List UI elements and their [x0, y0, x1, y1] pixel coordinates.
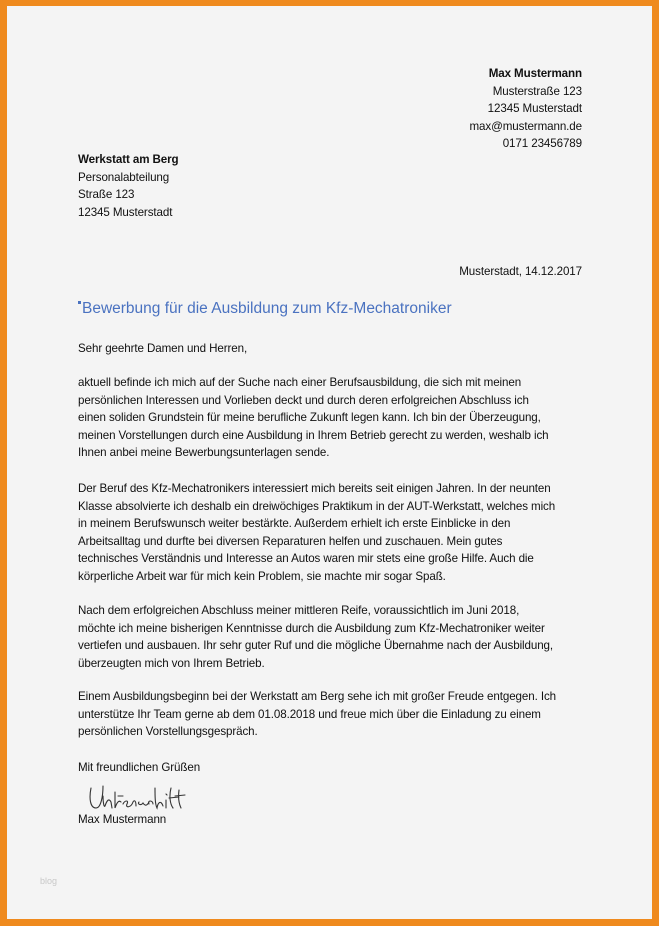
- text-line: körperliche Arbeit war für mich kein Problem, sie machte mir sogar Spaß.: [78, 569, 446, 583]
- sender-street: Musterstraße 123: [492, 84, 582, 98]
- text-line: überzeugten mich von Ihrem Betrieb.: [78, 656, 265, 670]
- sender-name: Max Mustermann: [488, 67, 582, 80]
- recipient-street: Straße 123: [78, 188, 135, 202]
- recipient-department: Personalabteilung: [78, 170, 170, 184]
- text-line: Klasse absolvierte ich deshalb ein dreiwöchiges Praktikum in der AUT-Werkstatt, welches mich: [78, 499, 556, 513]
- text-line: persönlichen Interessen und Vorlieben deckt und durch deren erfolgreichen Abschluss ich: [78, 393, 529, 407]
- date-line: Musterstadt, 14.12.2017: [459, 265, 582, 278]
- closing: Mit freundlichen Grüßen: [78, 761, 201, 774]
- text-line: meinen Vorstellungen durch eine Ausbildung in Ihrem Betrieb gerecht zu werden, weshalb ich: [78, 428, 549, 442]
- paragraph-2: [78, 480, 555, 586]
- text-line: Ihnen anbei meine Bewerbungsunterlagen sende.: [78, 446, 330, 460]
- text-line: Der Beruf des Kfz-Mechatronikers interessiert mich bereits seit einigen Jahren. In der neunten: [78, 482, 551, 495]
- text-line: in meinem Berufswunsch weiter bestärkte. Außerdem erhielt ich erste Einblicke in den: [78, 517, 511, 531]
- text-line: möchte ich meine bisherigen Kenntnisse durch die Ausbildung zum Kfz-Mechatroniker weiter: [78, 621, 545, 635]
- text-line: persönlichen Vorstellungsgespräch.: [78, 725, 258, 739]
- handwritten-signature: [87, 782, 187, 814]
- text-line: vertiefen und ausbauen. Ihr sehr guter Ruf und die mögliche Übernahme nach der Ausbildung,: [78, 639, 554, 653]
- sender-email: max@mustermann.de: [469, 119, 582, 133]
- text-line: unterstütze Ihr Team gerne ab dem 01.08.2018 und freue mich über die Einladung zu einem: [78, 707, 541, 721]
- text-line: Nach dem erfolgreichen Abschluss meiner mittleren Reife, voraussichtlich im Juni 2018,: [78, 604, 520, 617]
- recipient-block: [78, 151, 179, 221]
- watermark: blog: [40, 876, 58, 886]
- sender-phone: 0171 23456789: [502, 137, 582, 151]
- sender-block: [469, 65, 582, 153]
- letter-page: [7, 6, 652, 919]
- text-line: aktuell befinde ich mich auf der Suche nach einer Berufsausbildung, die sich mit meinen: [78, 376, 522, 389]
- greeting: Sehr geehrte Damen und Herren,: [78, 342, 248, 355]
- text-line: Arbeitsalltag und durfte bei diversen Reparaturen helfen und zuschauen. Mein gutes: [78, 534, 503, 548]
- recipient-city: 12345 Musterstadt: [78, 205, 173, 219]
- subject-line: [78, 300, 452, 318]
- subject-text: Bewerbung für die Ausbildung zum Kfz-Mechatroniker: [82, 300, 452, 317]
- recipient-company: Werkstatt am Berg: [78, 153, 179, 166]
- paragraph-3: [78, 602, 553, 672]
- text-line: einen soliden Grundstein für meine berufliche Zukunft legen kann. Ich bin der Überzeugung,: [78, 411, 541, 425]
- signer-name: Max Mustermann: [78, 813, 167, 826]
- paragraph-4: [78, 688, 556, 741]
- text-line: technisches Verständnis und Interesse an Autos waren mir stets eine große Hilfe. Auch die: [78, 552, 534, 566]
- paragraph-1: [78, 374, 549, 462]
- sender-city: 12345 Musterstadt: [487, 102, 582, 116]
- text-line: Einem Ausbildungsbeginn bei der Werkstatt am Berg sehe ich mit großer Freude entgegen. Ich: [78, 690, 556, 703]
- paragraph-marker-icon: [78, 301, 81, 304]
